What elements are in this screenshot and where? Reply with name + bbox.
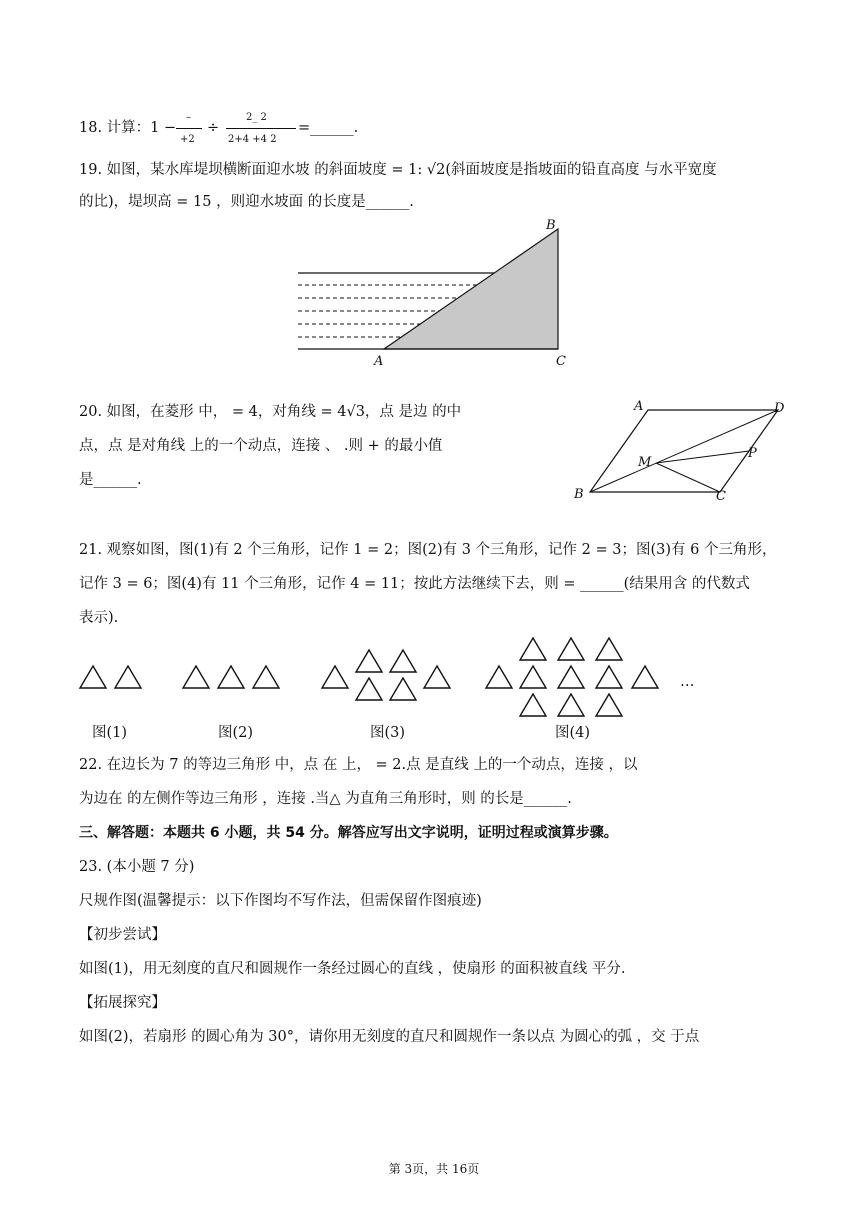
label-D: D xyxy=(774,401,785,416)
q19-line2: 的比)，堤坝高 = 15 ，则迎水坡面 的长度是______. xyxy=(79,194,414,210)
q23-line2: 如图(1)，用无刻度的直尺和圆规作一条经过圆心的直线 ，使扇形 的面积被直线 平分. xyxy=(79,961,626,977)
triangle xyxy=(356,650,382,672)
triangle xyxy=(80,666,106,688)
q22-line2: 为边在 的左侧作等边三角形 ，连接 .当△ 为直角三角形时，则 的长是______. xyxy=(79,791,572,807)
triangle xyxy=(356,678,382,700)
q18-frac2-bar xyxy=(226,128,296,129)
triangle xyxy=(596,694,622,716)
triangle xyxy=(390,650,416,672)
label-C: C xyxy=(716,489,726,504)
q20-line3: 是______. xyxy=(79,472,142,488)
fig-caption-3: 图(3) xyxy=(370,725,406,741)
q21-line1: 21. 观察如图，图(1)有 2 个三角形，记作 1 = 2；图(2)有 3 个三角形，记作 2 = 3；图(3)有 6 个三角形， xyxy=(79,542,777,558)
fig-caption-2: 图(2) xyxy=(218,725,254,741)
triangle xyxy=(218,666,244,688)
q21-line2: 记作 3 = 6；图(4)有 11 个三角形，记作 4 = 11；按此方法继续下去，则 = ______(结果用含 的代数式 xyxy=(79,576,750,592)
fig-caption-1: 图(1) xyxy=(92,725,128,741)
section-heading: 三、解答题：本题共 6 小题，共 54 分。解答应写出文字说明，证明过程或演算步骤。 xyxy=(79,825,618,841)
rhombus-figure xyxy=(568,396,798,506)
triangle xyxy=(390,678,416,700)
dam-figure xyxy=(290,215,580,370)
q23-line3: 如图(2)，若扇形 的圆心角为 30°，请你用无刻度的直尺和圆规作一条以点 为圆心的弧 ，交 于点 xyxy=(79,1029,700,1045)
q23-heading2: 【拓展探究】 xyxy=(79,995,166,1011)
q18-frac2-bottom: 2+4 +4 2 xyxy=(228,134,277,145)
label-B: B xyxy=(546,218,556,233)
triangle xyxy=(558,666,584,688)
q18-frac1-bar xyxy=(176,128,202,129)
fig-caption-4: 图(4) xyxy=(555,725,591,741)
segment-MC xyxy=(656,463,720,492)
q18-frac2-top: 2_ 2 xyxy=(246,112,267,123)
triangle xyxy=(558,638,584,660)
label-C: C xyxy=(556,354,566,369)
label-M: M xyxy=(638,455,652,470)
q19-line1: 19. 如图，某水库堤坝横断面迎水坡 的斜面坡度 = 1: √2(斜面坡度是指坡面的铅直高度 与水平宽度 xyxy=(79,162,717,178)
q21-ellipsis: … xyxy=(680,674,695,690)
q23-heading1: 【初步尝试】 xyxy=(79,927,166,943)
triangle xyxy=(253,666,279,688)
triangle xyxy=(424,666,450,688)
q21-line3: 表示). xyxy=(79,610,119,626)
q22-line1: 22. 在边长为 7 的等边三角形 中，点 在 上， = 2.点 是直线 上的一个动点，连接 ，以 xyxy=(79,757,638,773)
triangle xyxy=(558,694,584,716)
q18-frac1-bottom: +2 xyxy=(180,134,195,145)
label-B: B xyxy=(574,487,584,502)
dam-slope-triangle xyxy=(384,229,558,349)
triangle xyxy=(596,666,622,688)
triangle xyxy=(520,638,546,660)
q18-line xyxy=(79,118,176,138)
q23-line1: 尺规作图(温馨提示：以下作图均不写作法，但需保留作图痕迹) xyxy=(79,893,482,909)
q20-line2: 点，点 是对角线 上的一个动点，连接 、 .则 + 的最小值 xyxy=(79,438,443,454)
q18-div: ÷ xyxy=(207,120,220,136)
label-A: A xyxy=(634,399,644,414)
label-P: P xyxy=(748,446,757,461)
q18-frac1-top: – xyxy=(186,112,191,123)
page-footer: 第 3页，共 16页 xyxy=(388,1162,480,1176)
triangle xyxy=(520,694,546,716)
q18-suffix: =______. xyxy=(298,120,359,136)
triangle xyxy=(486,666,512,688)
triangle xyxy=(632,666,658,688)
q20-line1: 20. 如图，在菱形 中， = 4，对角线 = 4√3，点 是边 的中 xyxy=(79,404,462,420)
triangle xyxy=(596,638,622,660)
q18-prefix: 18. 计算：1 − xyxy=(79,120,177,136)
triangle xyxy=(322,666,348,688)
triangle xyxy=(520,666,546,688)
label-A: A xyxy=(374,354,384,369)
triangle xyxy=(183,666,209,688)
triangle xyxy=(115,666,141,688)
q23-title: 23. (本小题 7 分) xyxy=(79,859,195,875)
